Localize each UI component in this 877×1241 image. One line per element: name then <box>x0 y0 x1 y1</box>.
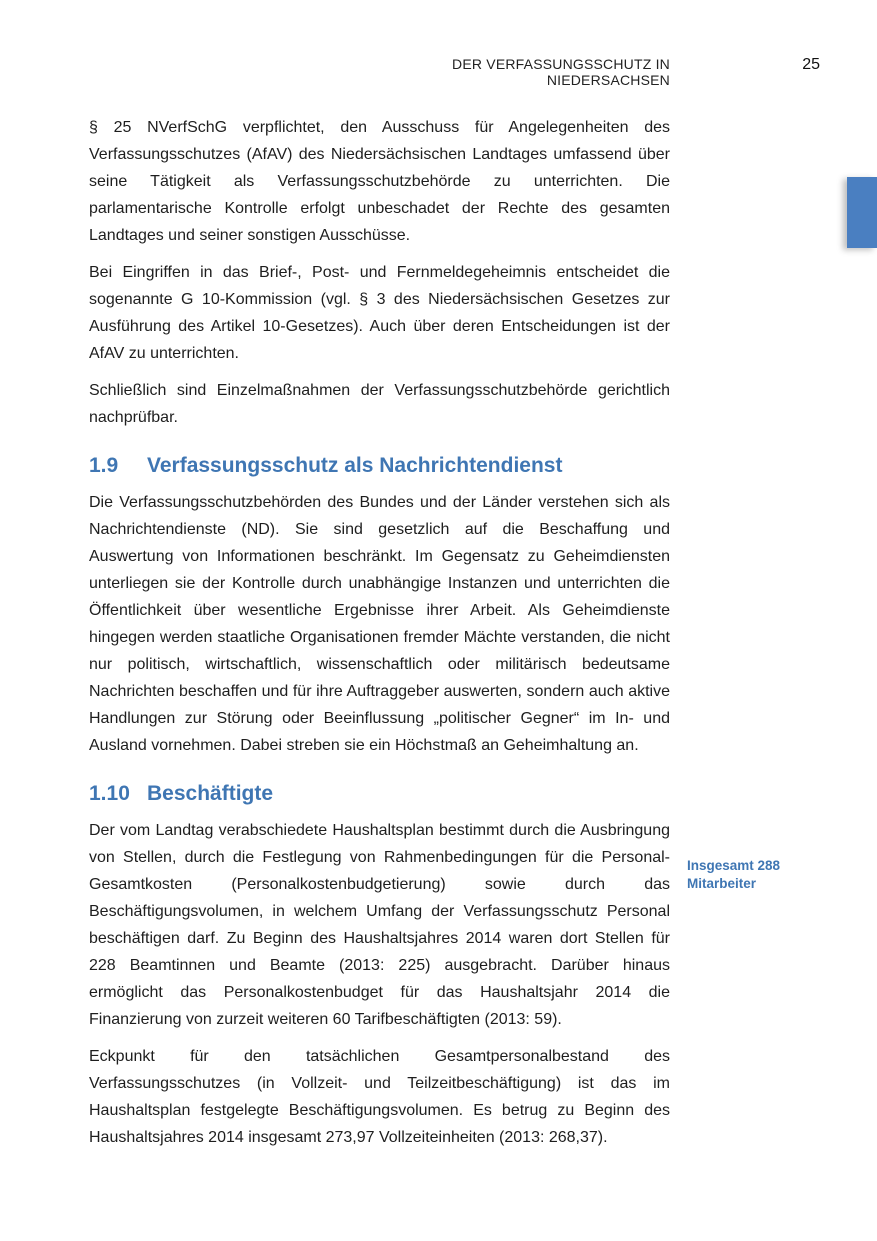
main-content <box>89 114 670 1161</box>
section-heading-1-10 <box>89 779 670 809</box>
page-number: 25 <box>802 56 820 73</box>
section-1-9-paragraph-1: Die Verfassungsschutzbehörden des Bundes und der Länder verstehen sich als Nachrichtendienste (ND). Sie sind gesetzlich auf die Beschaffung und Auswertung von Informationen beschränkt. Im Gegensatz zu Geheimdiensten unterliegen sie der Kontrolle durch unabhängige Instanzen und unterrichten die Öffentlichkeit über wesentliche Ergebnisse ihrer Arbeit. Als Geheimdienste hingegen werden staatliche Organisationen fremder Mächte verstanden, die nicht nur politisch, wirtschaftlich, wissenschaftlich oder militärisch bedeutsame Nachrichten beschaffen und für ihre Auftraggeber auswerten, sondern auch aktive Handlungen zur Störung oder Beeinflussung „politischer Gegner“ im In- und Ausland vornehmen. Dabei streben sie ein Höchstmaß an Geheimhaltung an. <box>89 494 670 754</box>
running-head: DER VERFASSUNGSSCHUTZ IN NIEDERSACHSEN <box>452 56 670 88</box>
section-1-10-paragraph-2: Eckpunkt für den tatsächlichen Gesamtpersonalbestand des Verfassungsschutzes (in Vollzeit- und Teilzeitbeschäftigung) ist das im Haushaltsplan festgelegte Beschäftigungsvolumen. Es betrug zu Beginn des Haushaltsjahres 2014 insgesamt 273,97 Vollzeiteinheiten (2013: 268,37). <box>89 1048 670 1146</box>
margin-note <box>687 857 817 893</box>
section-title: Verfassungsschutz als Nachrichtendienst <box>147 454 563 477</box>
chapter-tab-marker <box>847 177 877 248</box>
margin-note-line-1: Insgesamt 288 <box>687 858 781 873</box>
section-1-10-paragraph-1: Der vom Landtag verabschiedete Haushaltsplan bestimmt durch die Ausbringung von Stellen, durch die Festlegung von Rahmenbedingungen für die Personal-Gesamtkosten (Personalkostenbudgetierung) sowie durch das Beschäftigungsvolumen, in welchem Umfang der Verfassungsschutz Personal beschäftigen darf. Zu Beginn des Haushaltsjahres 2014 waren dort Stellen für 228 Beamtinnen und Beamte (2013: 225) ausgebracht. Darüber hinaus ermöglicht das Personalkostenbudget für das Haushaltsjahr 2014 die Finanzierung von zurzeit weiteren 60 Tarifbeschäftigten (2013: 59). <box>89 822 670 1028</box>
section-heading-1-9 <box>89 451 670 481</box>
section-number: 1.10 <box>89 782 130 805</box>
intro-paragraph-3: Schließlich sind Einzelmaßnahmen der Verfassungsschutzbehörde gerichtlich nachprüfbar. <box>89 382 670 426</box>
section-number: 1.9 <box>89 454 119 477</box>
intro-paragraph-1: § 25 NVerfSchG verpflichtet, den Ausschuss für Angelegenheiten des Verfassungsschutzes (AfAV) des Niedersächsischen Landtages umfassend über seine Tätigkeit als Verfassungsschutzbehörde zu unterrichten. Die parlamentarische Kontrolle erfolgt unbeschadet der Rechte des gesamten Landtages und seiner sonstigen Ausschüsse. <box>89 119 670 244</box>
intro-paragraph-2: Bei Eingriffen in das Brief-, Post- und Fernmeldegeheimnis entscheidet die sogenannte G 10-Kommission (vgl. § 3 des Niedersächsischen Gesetzes zur Ausführung des Artikel 10-Gesetzes). Auch über deren Entscheidungen ist der AfAV zu unterrichten. <box>89 264 670 362</box>
margin-note-line-2: Mitarbeiter <box>687 876 757 891</box>
section-title: Beschäftigte <box>147 782 274 805</box>
